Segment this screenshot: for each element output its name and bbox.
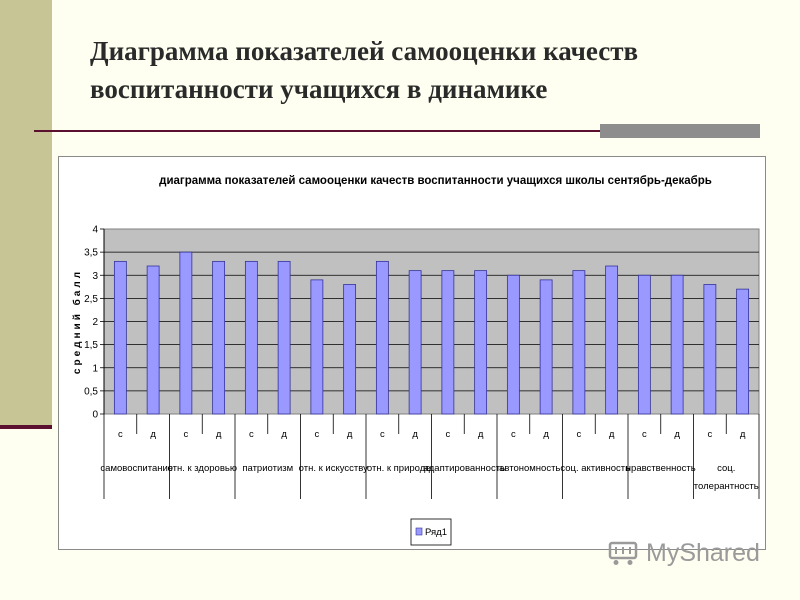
bar [540, 280, 552, 414]
y-tick-label: 3 [92, 270, 98, 282]
watermark [608, 536, 768, 570]
bar [573, 271, 585, 414]
legend-swatch [416, 528, 422, 535]
y-tick-label: 2 [92, 317, 98, 328]
bar [245, 261, 257, 414]
bar [442, 271, 454, 414]
category-sub-label: с [576, 429, 582, 440]
bar [213, 261, 225, 414]
left-decor-band [0, 0, 52, 425]
bar [180, 252, 192, 414]
category-sub-label: д [739, 429, 746, 440]
category-sub-label: с [445, 429, 451, 440]
category-group-label: патриотизм [242, 463, 294, 474]
category-group-label: отн. к искусству [298, 463, 368, 474]
category-group-label: соц. толерантность [693, 463, 759, 492]
category-group-label: отн. к природе [366, 463, 431, 474]
watermark-text: MyShared [646, 539, 760, 567]
category-sub-label: д [477, 429, 484, 440]
bar [278, 261, 290, 414]
category-sub-label: с [642, 429, 647, 440]
y-tick-label: 2,5 [84, 293, 98, 305]
bar [311, 280, 323, 414]
bar [704, 285, 716, 415]
category-sub-label: д [150, 429, 156, 440]
legend-label: Ряд1 [425, 527, 447, 538]
category-group-label: отн. к здоровью [167, 463, 237, 474]
slide-title [90, 32, 770, 108]
bar [344, 285, 356, 415]
category-sub-label: с [183, 429, 189, 440]
category-group-label: соц. активность [560, 463, 631, 474]
y-tick-label: 1 [92, 363, 98, 375]
y-tick-label: 0,5 [84, 386, 98, 398]
cart-icon [608, 540, 638, 566]
category-sub-label: с [380, 429, 385, 440]
bar [507, 275, 519, 414]
left-decor-line [0, 425, 52, 429]
category-group-label: нравственность [625, 463, 696, 474]
bar [606, 266, 618, 414]
slide-title-line-1: Диаграмма показателей самооценки качеств [90, 36, 639, 66]
slide-title-line-2: воспитанности учащихся в динамике [90, 74, 548, 104]
bar [737, 289, 749, 414]
category-sub-label: д [608, 429, 615, 440]
category-sub-label: с [707, 429, 713, 440]
category-group-label: самовоспитание [100, 463, 174, 474]
category-sub-label: д [215, 429, 222, 440]
y-tick-label: 3,5 [84, 247, 98, 259]
bar [671, 275, 683, 414]
category-sub-label: д [674, 429, 680, 440]
bar [475, 271, 487, 414]
category-sub-label: д [543, 429, 549, 440]
category-sub-label: д [412, 429, 418, 440]
chart-frame [58, 156, 766, 550]
bar [409, 271, 421, 414]
divider-accent-block [600, 124, 760, 138]
bar [376, 261, 388, 414]
category-sub-label: д [281, 429, 287, 440]
bar [147, 266, 159, 414]
y-tick-label: 4 [92, 224, 98, 236]
chart-title: диаграмма показателей самооценки качеств воспитанности учащихся школы сентябрь-декабрь [159, 175, 712, 187]
category-group-label: адаптированность [423, 463, 506, 474]
bar [114, 261, 126, 414]
category-sub-label: д [346, 429, 353, 440]
bar [638, 275, 650, 414]
category-sub-label: с [511, 429, 516, 440]
category-sub-label: с [314, 429, 320, 440]
y-tick-label: 0 [92, 409, 98, 421]
y-tick-label: 1,5 [84, 340, 98, 352]
category-group-label: автономность [499, 463, 561, 474]
bar-chart [59, 157, 767, 551]
y-axis-label: средний балл [72, 268, 83, 375]
category-sub-label: с [249, 429, 254, 440]
category-sub-label: с [118, 429, 123, 440]
